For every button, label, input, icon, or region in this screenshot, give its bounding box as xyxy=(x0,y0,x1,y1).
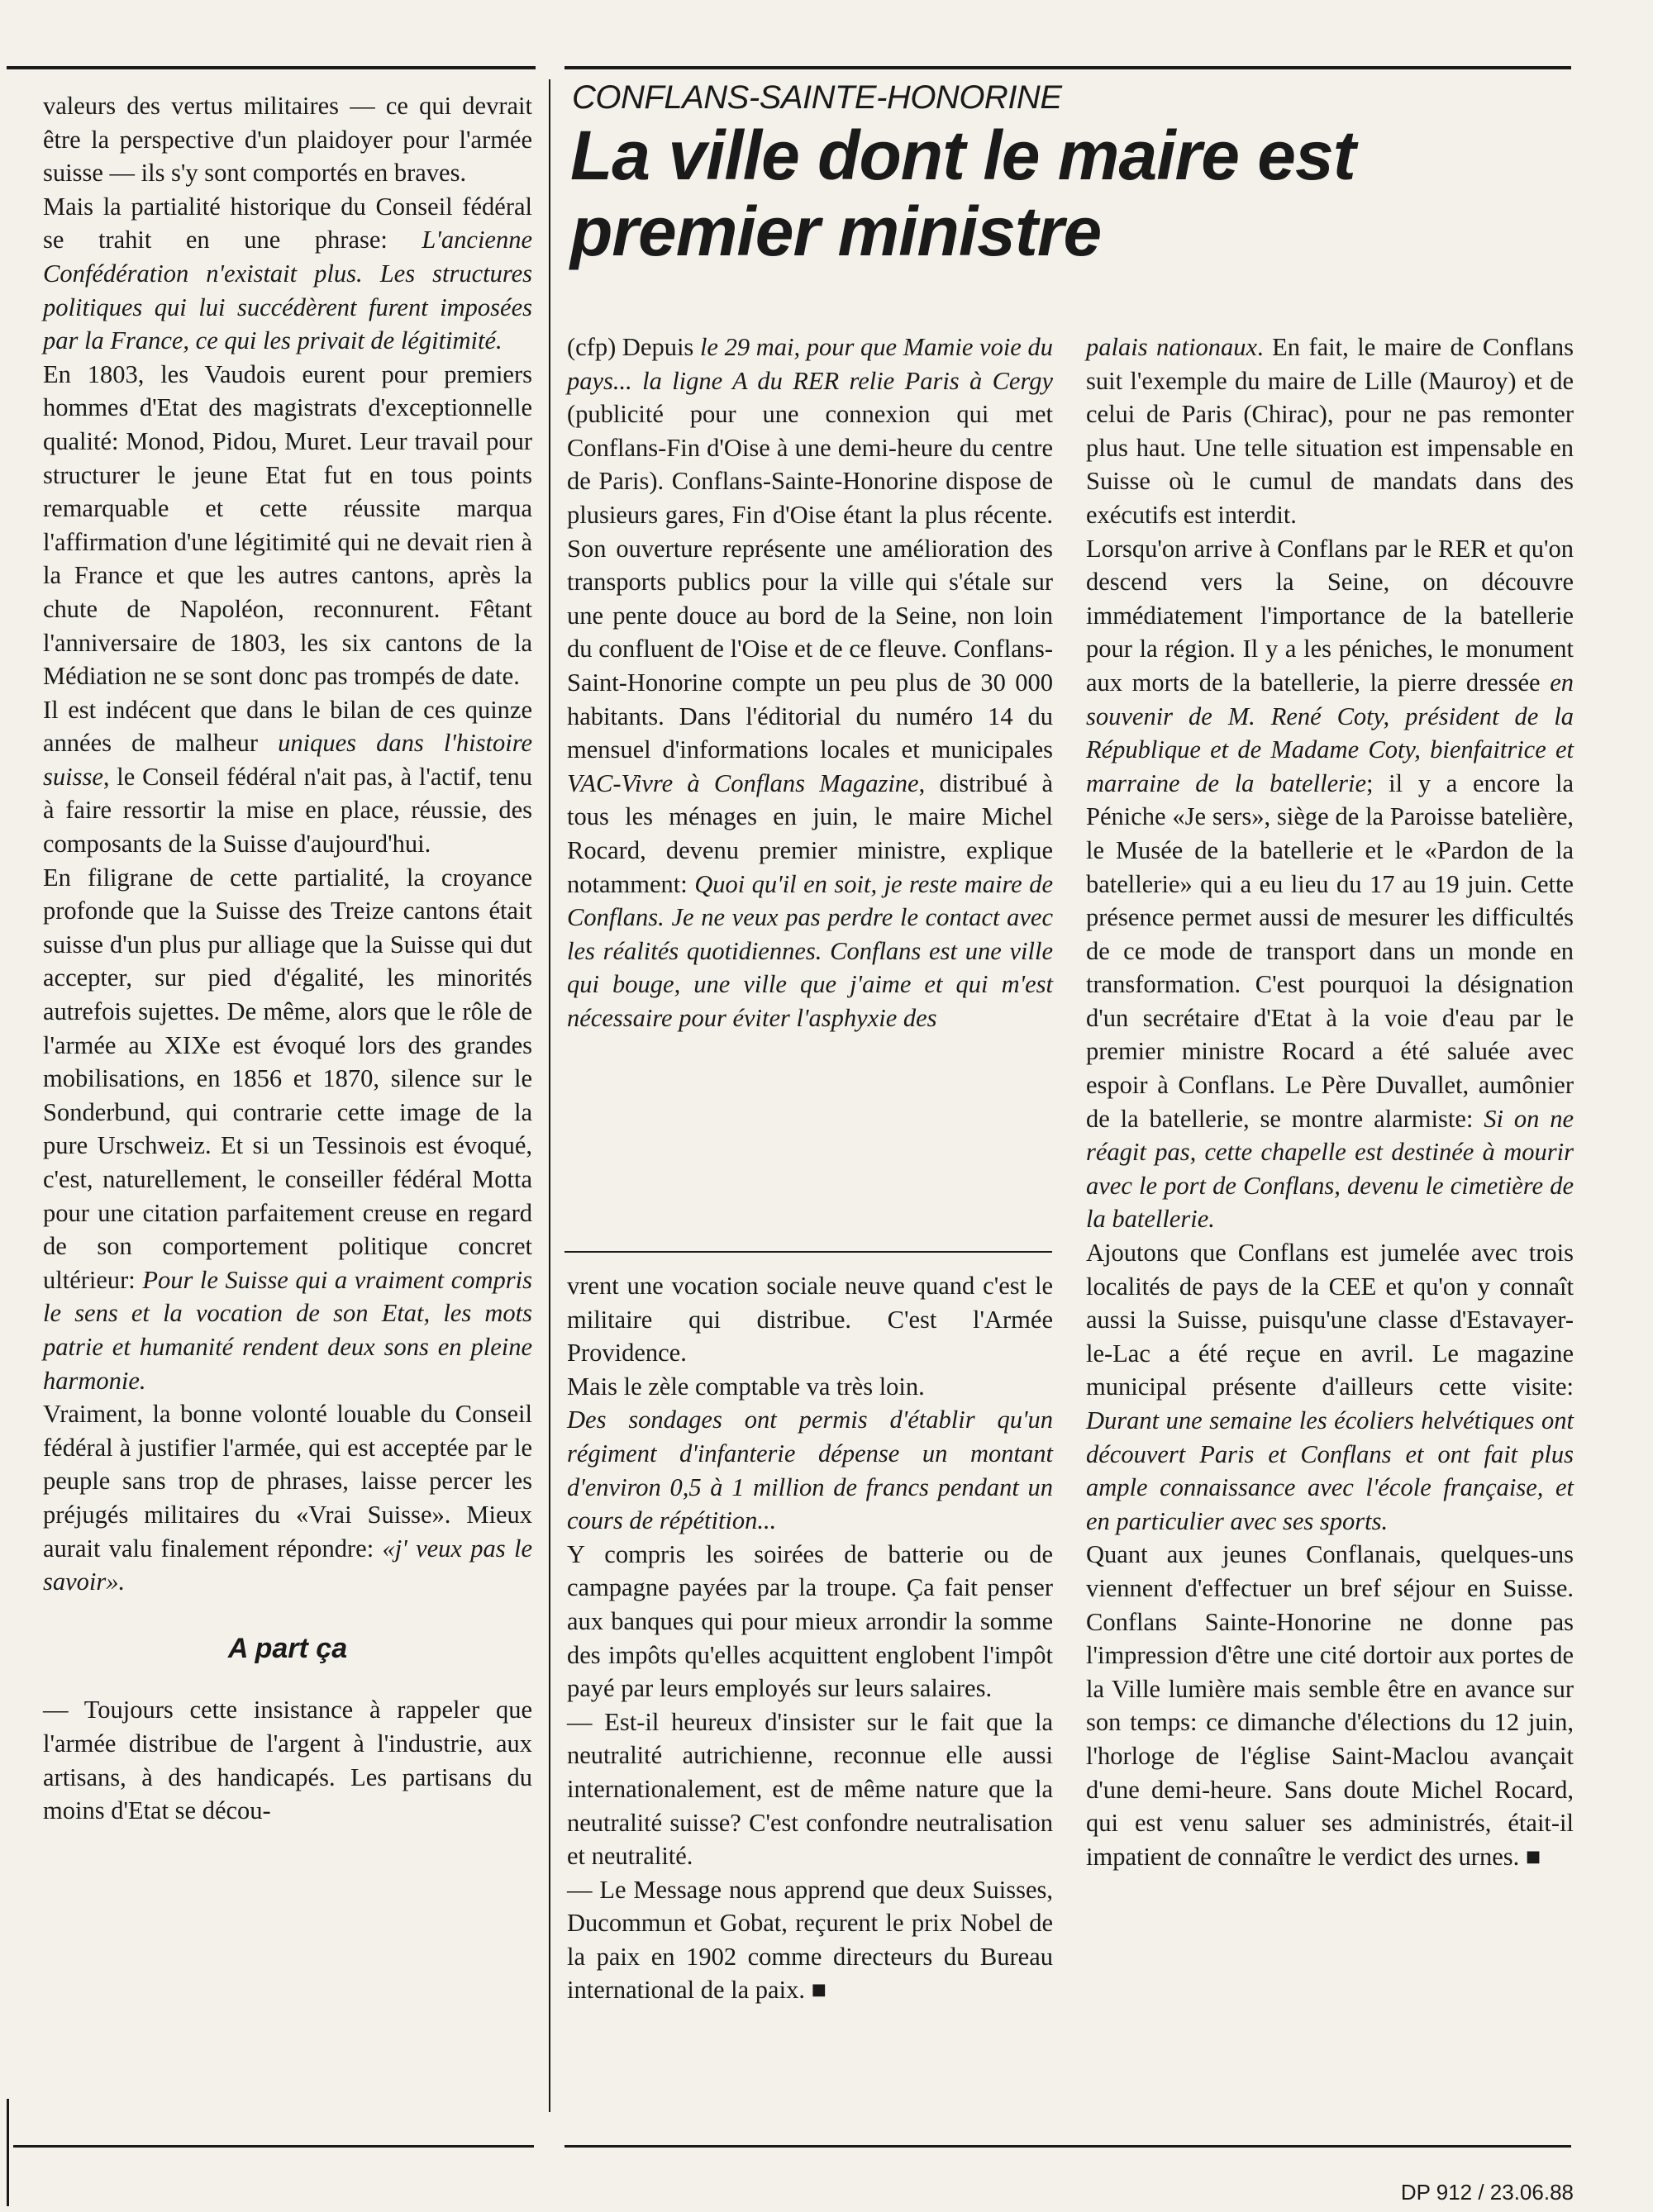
col1-paragraph-4 xyxy=(43,693,532,861)
col3-p2-a: Lorsqu'on arrive à Conflans par le RER et qu'on descend vers la Seine, on découvre immédiatement l'importance de la batellerie pour la région. Il y a les péniches, le monument aux morts de la batellerie, la pierre dressée xyxy=(1086,534,1574,697)
col3-paragraph-1 xyxy=(1086,331,1574,532)
col2-p1-quote-2: Quoi qu'il en soit, je reste maire de Conflans. Je ne veux pas perdre le contact avec les réalités quotidiennes. Conflans est une ville qui bouge, une ville que j'aime et qui m'est nécessaire pour éviter l'asphyxie des xyxy=(567,869,1053,1032)
col1-p4-text: Il est indécent que dans le bilan de ces quinze années de malheur xyxy=(43,695,532,758)
col2b-p3-quote: Des sondages ont permis d'établir qu'un régiment d'infanterie dépense un montant d'environ 0,5 à 1 million de francs pendant un cours de répétition... xyxy=(567,1406,1053,1535)
col2-p1-a: (cfp) Depuis xyxy=(567,333,700,361)
col1-paragraph-6 xyxy=(43,1397,532,1599)
column-divider xyxy=(549,79,550,2112)
bottom-rule-left xyxy=(13,2145,534,2148)
column-1 xyxy=(43,89,532,1828)
col2b-paragraph-2: Mais le zèle comptable va très loin. xyxy=(567,1372,925,1401)
col1-p2-text: Mais la partialité historique du Conseil fédéral se trahit en une phrase: xyxy=(43,192,532,254)
col3-p2-c: ; il y a encore la Péniche «Je sers», siège de la Paroisse batelière, le Musée de la batellerie et le «Pardon de la batellerie» qui a eu lieu du 17 au 19 juin. Cette présence permet aussi de mesurer les difficultés de ce mode de transport dans un monde en transformation. C'est pourquoi la désignation d'un secrétaire d'Etat à la voie d'eau par le premier ministre Rocard a été saluée avec espoir à Conflans. Le Père Duvallet, aumônier de la batellerie, se montre alarmiste: xyxy=(1086,768,1574,1133)
top-rule-right xyxy=(564,66,1571,69)
bottom-rule-right xyxy=(564,2145,1571,2148)
col1-p4-text-end: , le Conseil fédéral n'ait pas, à l'actif, tenu à faire ressortir la mise en place, réussie, des composants de la Suisse d'aujourd'hui. xyxy=(43,762,532,859)
headline xyxy=(570,117,1355,269)
col3-paragraph-2 xyxy=(1086,532,1574,1236)
footer-reference: DP 912 / 23.06.88 xyxy=(1400,2180,1574,2205)
left-margin-mark xyxy=(7,2099,9,2206)
col1-paragraph-7: — Toujours cette insistance à rappeler que l'armée distribue de l'argent à l'industrie, aux artisans, à des handicapés. Les partisans du moins d'Etat se décou- xyxy=(43,1696,532,1825)
col2b-paragraph-5: — Est-il heureux d'insister sur le fait que la neutralité autrichienne, reconnue elle aussi internationalement, est de même nature que la neutralité suisse? C'est confondre neutralisation et neutralité. xyxy=(567,1707,1053,1871)
col3-p2-quote: en souvenir de M. René Coty, président de la République et de Madame Coty, bienfaitrice et marraine de la batellerie xyxy=(1086,668,1574,797)
section-label: CONFLANS-SAINTE-HONORINE xyxy=(572,79,1062,116)
column-2-bottom xyxy=(567,1269,1053,2007)
col1-paragraph-2 xyxy=(43,190,532,358)
col1-p2-quote: L'ancienne Confédération n'existait plus. Les structures politiques qui lui succédèrent furent imposées par la France, ce qui les privait de légitimité. xyxy=(43,226,532,355)
col3-p3-quote: Durant une semaine les écoliers helvétiques ont découvert Paris et Conflans et ont fait plus ample connaissance avec l'école française, et en particulier avec ses sports. xyxy=(1086,1406,1574,1535)
col3-paragraph-3 xyxy=(1086,1236,1574,1538)
col2-p1-magazine: VAC-Vivre à Conflans Magazine xyxy=(567,768,919,797)
col1-p6-text: Vraiment, la bonne volonté louable du Conseil fédéral à justifier l'armée, qui est acceptée par le peuple sans trop de phrases, laisse percer les préjugés militaires du «Vrai Suisse». Mieux aurait valu finalement répondre: xyxy=(43,1400,532,1563)
column-3 xyxy=(1086,331,1574,1873)
col2b-paragraph-4: Y compris les soirées de batterie ou de campagne payées par la troupe. Ça fait penser aux banques qui pour mieux arrondir la somme des impôts qu'elles acquittent englobent l'impôt payé par leurs employés sur leurs salaires. xyxy=(567,1539,1053,1703)
col3-p3-a: Ajoutons que Conflans est jumelée avec trois localités de pays de la CEE et qu'on y connaît aussi la Suisse, puisqu'une classe d'Estavayer-le-Lac a été reçue en avril. Le magazine municipal présente d'ailleurs cette visite: xyxy=(1086,1239,1574,1401)
col3-p2-quote-2: Si on ne réagit pas, cette chapelle est destinée à mourir avec le port de Conflans, devenu le cimetière de la batellerie. xyxy=(1086,1104,1574,1234)
col1-p5-text: En filigrane de cette partialité, la croyance profonde que la Suisse des Treize cantons était suisse d'un plus pur alliage que la Suisse qui dut accepter, sur pied d'égalité, les minorités autrefois sujettes. De même, alors que le rôle de l'armée au XIXe est évoqué lors des grandes mobilisations, en 1856 et 1870, silence sur le Sonderbund, qui contrarie cette image de la pure Urschweiz. Et si un Tessinois est évoqué, c'est, naturellement, le conseiller fédéral Motta pour une citation parfaitement creuse en regard de son comportement politique concret ultérieur: xyxy=(43,863,532,1294)
subhead-a-part-ca: A part ça xyxy=(227,1632,348,1664)
col3-p1-quote: palais nationaux xyxy=(1086,333,1258,361)
col2b-paragraph-1: vrent une vocation sociale neuve quand c'est le militaire qui distribue. C'est l'Armée Providence. xyxy=(567,1272,1053,1368)
col2b-paragraph-6: — Le Message nous apprend que deux Suisses, Ducommun et Gobat, reçurent le prix Nobel de la paix en 1902 comme directeurs du Bureau international de la paix. ■ xyxy=(567,1875,1053,2005)
col2-p1-e: , distribué à tous les ménages en juin, le maire Michel Rocard, devenu premier ministre, explique notamment: xyxy=(567,768,1053,898)
column-2-top xyxy=(567,331,1053,1035)
col2b-paragraph-3 xyxy=(567,1403,1053,1537)
col2-p1-c: (publicité pour une connexion qui met Conflans-Fin d'Oise à une demi-heure du centre de Paris). Conflans-Sainte-Honorine dispose de plusieurs gares, Fin d'Oise étant la plus récente. Son ouverture représente une amélioration des transports publics pour la ville qui s'étale sur une pente douce au bord de la Seine, non loin du confluent de l'Oise et de ce fleuve. Conflans-Saint-Honorine compte un peu plus de 30 000 habitants. Dans l'éditorial du numéro 14 du mensuel d'informations locales et municipales xyxy=(567,400,1053,764)
col1-paragraph-5 xyxy=(43,861,532,1398)
top-rule-left xyxy=(7,66,536,69)
headline-line2: premier ministre xyxy=(570,193,1102,270)
col1-p5-quote: Pour le Suisse qui a vraiment compris le sens et la vocation de son Etat, les mots patrie et humanité rendent deux sons en pleine harmonie. xyxy=(43,1265,532,1395)
col1-p4-quote: uniques dans l'histoire suisse xyxy=(43,729,532,791)
col2-paragraph-1 xyxy=(567,331,1053,1035)
col2-p1-quote-1: le 29 mai, pour que Mamie voie du pays... la ligne A du RER relie Paris à Cergy xyxy=(567,333,1053,395)
headline-line1: La ville dont le maire est xyxy=(570,117,1355,194)
col3-paragraph-4: Quant aux jeunes Conflanais, quelques-uns viennent d'effectuer un bref séjour en Suisse. Conflans Sainte-Honorine ne donne pas l'impression d'être une cité dortoir aux portes de la Ville lumière mais semble être en avance sur son temps: ce dimanche d'élections du 12 juin, l'horloge de l'église Saint-Maclou avançait d'une demi-heure. Sans doute Michel Rocard, qui est venu saluer ses administrés, était-il impatient de connaître le verdict des urnes. ■ xyxy=(1086,1540,1574,1871)
mid-rule xyxy=(564,1251,1052,1253)
col1-paragraph-3: En 1803, les Vaudois eurent pour premiers hommes d'Etat des magistrats d'exceptionnelle qualité: Monod, Pidou, Muret. Leur travail pour structurer le jeune Etat fut en tous points remarquable et cette réussite marqua l'affirmation d'une légitimité qui ne devait rien à la France et que les autres cantons, après la chute de Napoléon, reconnurent. Fêtant l'anniversaire de 1803, les six cantons de la Médiation ne se sont donc pas trompés de date. xyxy=(43,359,532,691)
col3-p1-text: . En fait, le maire de Conflans suit l'exemple du maire de Lille (Mauroy) et de celui de Paris (Chirac), pour ne pas remonter plus haut. Une telle situation est impensable en Suisse où le cumul de mandats dans des exécutifs est interdit. xyxy=(1086,333,1574,529)
col1-paragraph-1: valeurs des vertus militaires — ce qui devrait être la perspective d'un plaidoyer pour l'armée suisse — ils s'y sont comportés en braves. xyxy=(43,92,532,188)
col1-p6-quote: «j' veux pas le savoir». xyxy=(43,1534,532,1596)
